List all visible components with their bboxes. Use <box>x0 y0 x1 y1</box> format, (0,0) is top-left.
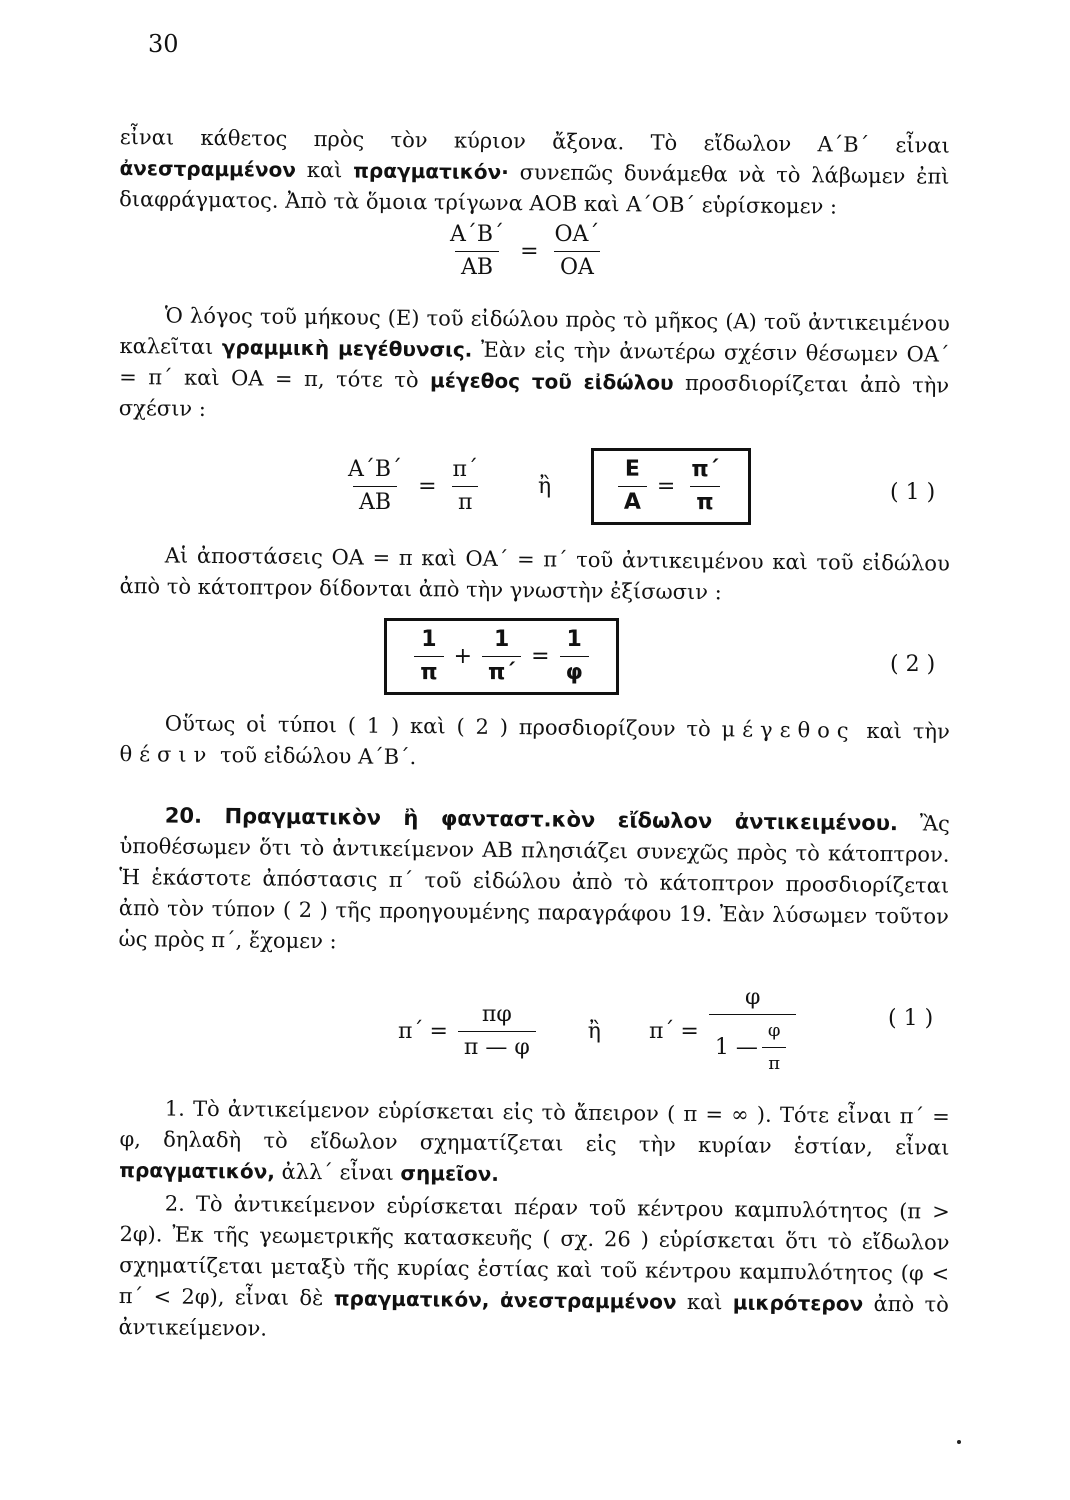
den-prefix: 1 — <box>714 1034 758 1060</box>
p2-bold1: γραμμικὴ μεγέθυνσις. <box>221 335 473 362</box>
frac-num: 1 <box>493 627 510 652</box>
section-20 <box>118 800 950 964</box>
frac-num: πφ <box>481 1001 512 1027</box>
p1-text2: καὶ <box>295 157 354 183</box>
section-text: Ἂς ὑποθέσωμεν ὅτι τὸ ἀντικείμενον ΑΒ πλησιάζει συνεχῶς πρὸς τὸ κάτοπτρον. Ἡ ἑκάστοτε ἀπόστασις π΄ τοῦ εἰδώλου ἀπὸ τὸ κάτοπτρον προσδιορίζεται ἀπὸ τὸν τύπον ( 2 ) τῆς προηγουμένης παραγράφου 19. Ἐὰν λύσωμεν τοῦτον ὡς πρὸς π΄, ἔχομεν : <box>118 811 950 954</box>
frac-num: Α΄Β΄ <box>348 457 403 482</box>
p4-text3: τοῦ εἰδώλου Α΄Β΄. <box>213 742 417 770</box>
eq3-lhs: π΄ <box>398 1018 424 1044</box>
equals-sign: = <box>418 474 437 499</box>
item1-text2: ἀλλ΄ εἶναι <box>274 1159 401 1185</box>
frac-num: 1 <box>566 627 582 652</box>
list-item-2 <box>118 1188 950 1352</box>
fraction-one-over-pi <box>414 627 443 686</box>
equation-1 <box>338 448 751 525</box>
frac-num: Α΄Β΄ <box>450 222 505 247</box>
item1-text1: 1. Τὸ ἀντικείμενον εὑρίσκεται εἰς τὸ ἄπειρον ( π = ∞ ). Τότε εἶναι π΄ = φ, δηλαδὴ τὸ εἴδωλον σχηματίζεται εἰς τὴν κυρίαν ἑστίαν, εἶναι <box>119 1096 950 1160</box>
ratio-equation <box>440 222 609 281</box>
frac-den: π <box>414 656 443 686</box>
frac-num: 1 <box>421 627 437 652</box>
item2-text1: 2. Τὸ ἀντικείμενον εὑρίσκεται πέραν τοῦ κέντρου καμπυλότητος (π > 2φ). Ἐκ τῆς γεωμετρικῆς κατασκευῆς ( σχ. 26 ) εὑρίσκεται ὅτι τὸ εἴδωλον σχηματίζεται μεταξὺ τῆς κυρίας ἑστίας καὶ τοῦ κέντρου καμπυλότητος (φ < π΄ < 2φ), εἶναι δὲ <box>118 1191 950 1311</box>
frac-den: Α <box>618 486 647 516</box>
paragraph-4 <box>119 708 950 779</box>
fraction-ab <box>444 222 510 281</box>
eq3-lhs2: π΄ <box>648 1018 675 1044</box>
fraction-one-over-phi <box>560 627 589 686</box>
frac-den: ΑΒ <box>455 251 499 281</box>
p2-text2: Ἐὰν εἰς τὴν ἀνωτέρω σχέσιν θέσωμεν ΟΑ΄ = π΄ καὶ ΟΑ = π, τότε τὸ <box>119 337 950 393</box>
print-speck <box>957 1440 961 1444</box>
frac-den: π΄ <box>482 656 521 686</box>
p4-text2: καὶ τὴν <box>855 718 950 744</box>
fraction-oa <box>549 222 606 281</box>
frac-num: π΄ <box>452 457 478 482</box>
plus-sign: + <box>453 644 473 669</box>
or-word: ἢ <box>537 474 552 499</box>
or-word: ἢ <box>587 1018 601 1044</box>
p2-bold2: μέγεθος τοῦ εἰδώλου <box>429 368 674 395</box>
equation-2 <box>384 618 619 695</box>
fraction-solution-1 <box>458 1002 536 1061</box>
p4-text1: Οὕτως οἱ τύποι ( 1 ) καὶ ( 2 ) προσδιορίζουν τὸ <box>164 711 722 742</box>
equation-number-2: ( 2 ) <box>890 652 936 677</box>
equals-sign: = <box>531 644 550 669</box>
fraction-one-over-pi-prime <box>482 627 521 686</box>
boxed-formula-1 <box>591 448 751 525</box>
p4-spaced2: θέσιν <box>119 741 214 767</box>
list-item-1 <box>119 1093 950 1195</box>
item1-bold2: σημεῖον. <box>400 1160 500 1186</box>
equation-3 <box>398 985 800 1077</box>
p2-text3: προσδιορίζεται ἀπὸ τὴν σχέσιν : <box>118 370 950 421</box>
p2-text1: Ὁ λόγος τοῦ μήκους (Ε) τοῦ εἰδώλου πρὸς τὸ μῆκος (Α) τοῦ ἀντικειμένου καλεῖται <box>119 303 950 360</box>
page-number: 30 <box>148 30 179 58</box>
p1-text1: εἶναι κάθετος πρὸς τὸν κύριον ἄξονα. Τὸ εἴδωλον Α΄Β΄ εἶναι <box>119 124 950 158</box>
frac-num: φ <box>767 1020 781 1041</box>
frac-num: ΟΑ΄ <box>554 222 600 247</box>
p1-text3: συνεπῶς δυνάμεθα νὰ τὸ λάβωμεν ἐπὶ διαφράγματος. Ἀπὸ τὰ ὅμοια τρίγωνα ΑΟΒ καὶ Α΄ΟΒ΄ εὑρίσκομεν : <box>119 160 950 219</box>
frac-den: π <box>690 486 719 516</box>
p4-spaced1: μέγεθος <box>721 717 856 743</box>
equals-sign: = <box>656 474 676 499</box>
frac-den-compound <box>709 1014 797 1077</box>
frac-num: π΄ <box>691 457 719 482</box>
frac-den: ΟΑ <box>554 251 600 281</box>
item2-text3: ἀπὸ τὸ ἀντικείμενον. <box>118 1291 949 1341</box>
frac-den: π — φ <box>458 1031 536 1061</box>
paragraph-3 <box>119 540 950 611</box>
equals-sign: = <box>520 239 539 264</box>
fraction-distance-ratio <box>447 457 484 516</box>
p1-bold1: ἀνεστραμμένον <box>119 155 297 182</box>
paragraph-2 <box>119 300 950 433</box>
section-heading: 20. Πραγματικὸν ἢ φανταστ.κὸν εἴδωλον ἀντικειμένου. <box>164 803 899 836</box>
equals-sign: = <box>680 1018 699 1044</box>
frac-den: π <box>762 1047 786 1077</box>
fraction-ab-ratio <box>342 457 408 516</box>
paragraph-1 <box>119 122 950 224</box>
equation-number-1: ( 1 ) <box>890 480 936 505</box>
fraction-solution-2 <box>709 985 797 1077</box>
item2-text2: καὶ <box>676 1289 733 1315</box>
equation-number-3: ( 1 ) <box>888 1006 934 1031</box>
frac-den: ΑΒ <box>353 486 397 516</box>
fraction-e-a <box>618 457 647 516</box>
item2-bold2: μικρότερον <box>732 1290 864 1316</box>
p1-bold2: πραγματικόν· <box>353 158 509 185</box>
boxed-formula-2 <box>384 618 619 695</box>
frac-den: π <box>452 486 478 516</box>
item2-bold1: πραγματικόν, ἀνεστραμμένον <box>333 1286 677 1314</box>
equals-sign: = <box>429 1018 448 1044</box>
item1-bold1: πραγματικόν, <box>119 1157 275 1184</box>
frac-num: Ε <box>624 457 640 482</box>
frac-num: φ <box>744 985 761 1010</box>
frac-den: φ <box>560 656 589 686</box>
inner-fraction <box>762 1018 787 1077</box>
fraction-pi-ratio <box>685 457 724 516</box>
p3-text: Αἱ ἀποστάσεις ΟΑ = π καὶ ΟΑ΄ = π΄ τοῦ ἀντικειμένου καὶ τοῦ εἰδώλου ἀπὸ τὸ κάτοπτρον δίδονται ἀπὸ τὴν γνωστὴν ἐξίσωσιν : <box>119 543 950 605</box>
